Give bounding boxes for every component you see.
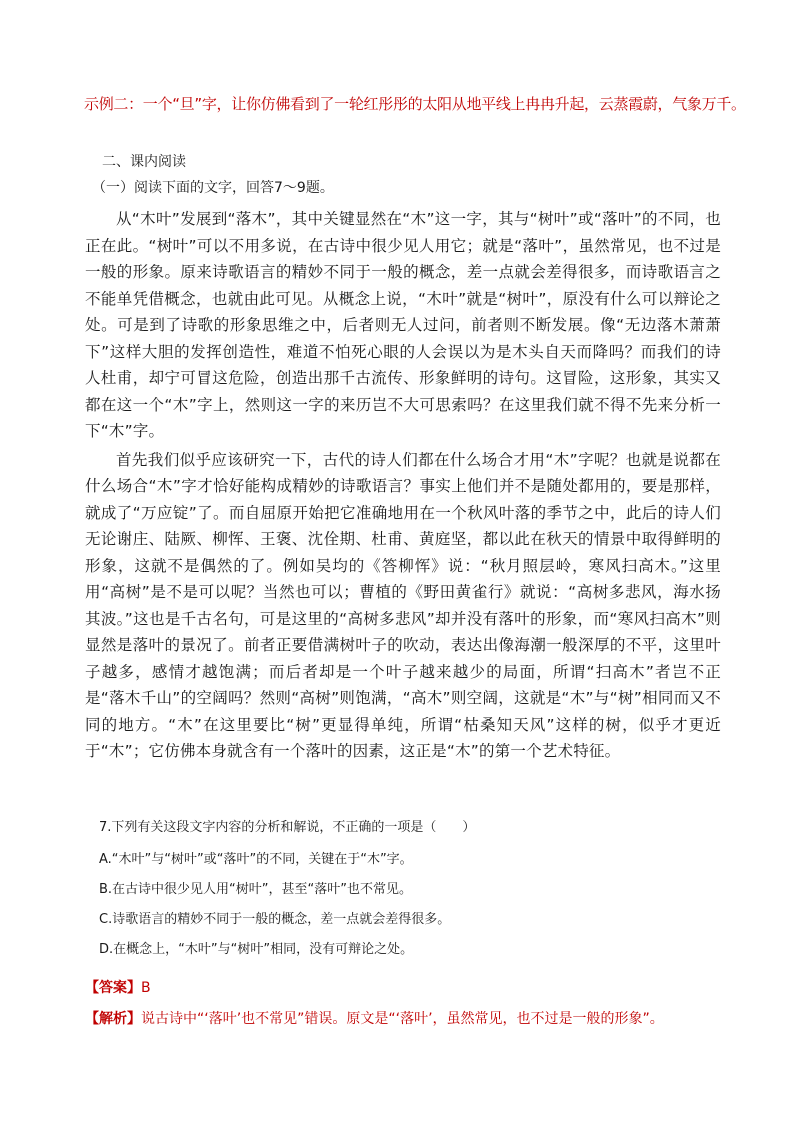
question-stem: 7.下列有关这段文字内容的分析和解说，不正确的一项是（ ） xyxy=(99,820,476,835)
analysis-text: 说古诗中“‘落叶’也不常见”错误。原文是“‘落叶’，虽然常见，也不过是一般的形象”。 xyxy=(141,1011,664,1027)
question-7 xyxy=(85,818,721,970)
answer-line xyxy=(85,978,765,998)
passage-paragraph-1: 从“木叶”发展到“落木”，其中关键显然在“木”这一字，其与“树叶”或“落叶”的不同，也正在此。“树叶”可以不用多说，在古诗中很少见人用它；就是“落叶”，虽然常见，也不过是一般的形象。原来诗歌语言的精妙不同于一般的概念，差一点就会差得很多，而诗歌语言之不能单凭借概念，也就由此可见。从概念上说，“木叶”就是“树叶”，原没有什么可以辩论之处。可是到了诗歌的形象思维之中，后者则无人过问，前者则不断发展。像“无边落木萧萧下”这样大胆的发挥创造性，难道不怕死心眼的人会误以为是木头自天而降吗？而我们的诗人杜甫，却宁可冒这危险，创造出那千古流传、形象鲜明的诗句。这冒险，这形象，其实又都在这一个“木”字上，然则这一字的来历岂不大可思索吗？在这里我们就不得不先来分析一下“木”字。 xyxy=(85,210,721,440)
option-d: D.在概念上，“木叶”与“树叶”相同，没有可辩论之处。 xyxy=(99,942,414,957)
subsection-title: （一）阅读下面的文字，回答7～9题。 xyxy=(92,180,334,196)
passage-paragraph-2: 首先我们似乎应该研究一下，古代的诗人们都在什么场合才用“木”字呢？也就是说都在什么场合“木”字才恰好能构成精妙的诗歌语言？事实上他们并不是随处都用的，要是那样，就成了“万应锭”了。而自屈原开始把它准确地用在一个秋风叶落的季节之中，此后的诗人们无论谢庄、陆厥、柳恽、王褒、沈佺期、杜甫、黄庭坚，都以此在秋天的情景中取得鲜明的形象，这就不是偶然的了。例如吴均的《答柳恽》说：“秋月照层岭，寒风扫高木。”这里用“高树”是不是可以呢？当然也可以；曹植的《野田黄雀行》就说：“高树多悲风，海水扬其波。”这也是千古名句，可是这里的“高树多悲风”却并没有落叶的形象，而“寒风扫高木”则显然是落叶的景况了。前者正要借满树叶子的吹动，表达出像海潮一般深厚的不平，这里叶子越多，感情才越饱满；而后者却是一个叶子越来越少的局面，所谓“扫高木”者岂不正是“落木千山”的空阔吗？然则“高树”则饱满，“高木”则空阔，这就是“木”与“树”相同而又不同的地方。“木”在这里要比“树”更显得单纯，所谓“枯桑知天风”这样的树，似乎才更近于“木”；它仿佛本身就含有一个落叶的因素，这正是“木”的第一个艺术特征。 xyxy=(85,450,721,760)
option-a: A.“木叶”与“树叶”或“落叶”的不同，关键在于“木”字。 xyxy=(99,852,413,867)
section-title: 二、课内阅读 xyxy=(102,154,186,170)
analysis-label: 【解析】 xyxy=(85,1011,141,1027)
option-b: B.在古诗中很少见人用“树叶”，甚至“落叶”也不常见。 xyxy=(99,882,412,897)
reading-passage xyxy=(85,206,721,765)
example-two-line: 示例二：一个“旦”字，让你仿佛看到了一轮红彤彤的太阳从地平线上冉冉升起，云蒸霞蔚，气象万千。 xyxy=(84,95,746,113)
option-c: C.诗歌语言的精妙不同于一般的概念，差一点就会差得很多。 xyxy=(99,912,451,927)
analysis-line xyxy=(85,1009,775,1029)
answer-value: B xyxy=(141,980,151,996)
answer-label: 【答案】 xyxy=(85,980,141,996)
